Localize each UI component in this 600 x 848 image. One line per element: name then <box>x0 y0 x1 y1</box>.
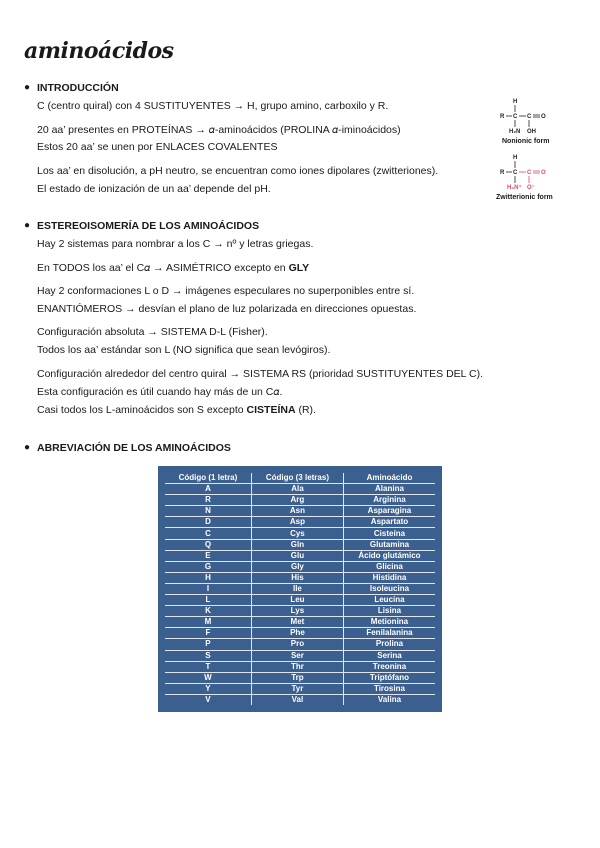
three-letter-code-cell: Leu <box>251 595 343 606</box>
text-run: (R). <box>295 404 316 416</box>
one-letter-code-cell: F <box>162 628 252 639</box>
three-letter-code-cell: Val <box>251 694 343 708</box>
amino-acid-name-cell: Prolina <box>343 639 438 650</box>
three-letter-code-cell: Arg <box>251 495 343 506</box>
nonionic-structure-diagram <box>498 96 556 138</box>
svg-text:R: R <box>500 170 505 176</box>
svg-text:H: H <box>513 155 518 161</box>
amino-acid-name-cell: Valina <box>343 694 438 708</box>
one-letter-code-cell: L <box>162 595 252 606</box>
svg-text:OH: OH <box>527 129 536 135</box>
amino-acid-name-cell: Serina <box>343 650 438 661</box>
svg-text:C: C <box>527 170 532 176</box>
table-row <box>162 484 439 495</box>
one-letter-code-cell: E <box>162 550 252 561</box>
table-row <box>162 683 439 694</box>
three-letter-code-cell: Ala <box>251 484 343 495</box>
one-letter-code-cell: Y <box>162 683 252 694</box>
one-letter-code-cell: D <box>162 517 252 528</box>
svg-text:R: R <box>500 114 505 120</box>
table-row <box>162 650 439 661</box>
text-line: C (centro quiral) con 4 SUSTITUYENTES → H, grupo amino, carboxilo y R. <box>37 100 389 112</box>
svg-text:O⁻: O⁻ <box>527 185 535 191</box>
svg-text:H: H <box>513 99 518 105</box>
svg-text:O: O <box>541 114 546 120</box>
three-letter-code-cell: Ile <box>251 583 343 594</box>
text-run: Casi todos los L-aminoácidos son S excepto <box>37 404 247 416</box>
svg-text:C: C <box>513 114 518 120</box>
amino-acid-name-cell: Alanina <box>343 484 438 495</box>
table-row <box>162 639 439 650</box>
one-letter-code-cell: G <box>162 561 252 572</box>
page-title: aminoácidos <box>24 38 174 64</box>
amino-acid-name-cell: Asparagina <box>343 506 438 517</box>
table-row <box>162 517 439 528</box>
column-header: Código (1 letra) <box>162 470 252 484</box>
amino-acid-name-cell: Glutamina <box>343 539 438 550</box>
text-line: ENANTIÓMEROS → desvían el plano de luz polarizada en direcciones opuestas. <box>37 303 417 315</box>
text-line: Los aa’ en disolución, a pH neutro, se encuentran como iones dipolares (zwitteriones). <box>37 165 439 177</box>
one-letter-code-cell: A <box>162 484 252 495</box>
svg-text:H₂N: H₂N <box>509 129 521 135</box>
one-letter-code-cell: H <box>162 572 252 583</box>
column-header: Aminoácido <box>343 470 438 484</box>
three-letter-code-cell: His <box>251 572 343 583</box>
amino-acid-name-cell: Histidina <box>343 572 438 583</box>
section-heading: ESTEREOISOMERÍA DE LOS AMINOÁCIDOS <box>37 220 260 232</box>
table-row <box>162 550 439 561</box>
three-letter-code-cell: Met <box>251 617 343 628</box>
nonionic-caption: Nonionic form <box>502 138 550 145</box>
text-line <box>37 262 309 275</box>
one-letter-code-cell: C <box>162 528 252 539</box>
table-row <box>162 694 439 708</box>
amino-acid-name-cell: Ácido glutámico <box>343 550 438 561</box>
three-letter-code-cell: Phe <box>251 628 343 639</box>
amino-acid-name-cell: Treonina <box>343 661 438 672</box>
bullet: ● <box>24 220 31 231</box>
three-letter-code-cell: Ser <box>251 650 343 661</box>
one-letter-code-cell: S <box>162 650 252 661</box>
svg-text:O: O <box>541 170 546 176</box>
text-line: Todos los aa’ estándar son L (NO significa que sean levógiros). <box>37 344 331 356</box>
svg-text:C: C <box>513 170 518 176</box>
one-letter-code-cell: T <box>162 661 252 672</box>
bullet: ● <box>24 442 31 453</box>
table-row <box>162 672 439 683</box>
three-letter-code-cell: Gln <box>251 539 343 550</box>
three-letter-code-cell: Asn <box>251 506 343 517</box>
one-letter-code-cell: P <box>162 639 252 650</box>
three-letter-code-cell: Cys <box>251 528 343 539</box>
zwitterionic-caption: Zwitterionic form <box>496 194 553 201</box>
table-row <box>162 606 439 617</box>
table-row <box>162 539 439 550</box>
zwitterionic-structure-diagram <box>498 152 556 194</box>
three-letter-code-cell: Pro <box>251 639 343 650</box>
one-letter-code-cell: N <box>162 506 252 517</box>
text-line: Hay 2 sistemas para nombrar a los C → nº y letras griegas. <box>37 238 314 250</box>
table-row <box>162 495 439 506</box>
table-header-row <box>162 470 439 484</box>
table-row <box>162 595 439 606</box>
three-letter-code-cell: Tyr <box>251 683 343 694</box>
text-line: Configuración absoluta → SISTEMA D-L (Fisher). <box>37 326 268 338</box>
table-row <box>162 561 439 572</box>
amino-acid-name-cell: Lisina <box>343 606 438 617</box>
table-row <box>162 617 439 628</box>
table-row <box>162 506 439 517</box>
column-header: Código (3 letras) <box>251 470 343 484</box>
amino-acid-name-cell: Arginina <box>343 495 438 506</box>
amino-acid-name-cell: Triptófano <box>343 672 438 683</box>
table-row <box>162 572 439 583</box>
bold-term: CISTEÍNA <box>246 404 296 416</box>
three-letter-code-cell: Glu <box>251 550 343 561</box>
three-letter-code-cell: Thr <box>251 661 343 672</box>
table-body <box>162 484 439 709</box>
text-line <box>37 404 316 416</box>
svg-text:C: C <box>527 114 532 120</box>
bullet: ● <box>24 82 31 93</box>
amino-acid-name-cell: Leucina <box>343 595 438 606</box>
amino-acid-name-cell: Aspartato <box>343 517 438 528</box>
one-letter-code-cell: V <box>162 694 252 708</box>
three-letter-code-cell: Trp <box>251 672 343 683</box>
svg-text:H₃N⁺: H₃N⁺ <box>507 185 522 191</box>
table-row <box>162 583 439 594</box>
text-line: El estado de ionización de un aa’ depende del pH. <box>37 183 271 195</box>
text-line: Esta configuración es útil cuando hay más de un C𝛼. <box>37 386 283 398</box>
three-letter-code-cell: Lys <box>251 606 343 617</box>
amino-acid-table <box>158 466 442 712</box>
amino-acid-name-cell: Isoleucina <box>343 583 438 594</box>
three-letter-code-cell: Gly <box>251 561 343 572</box>
table-row <box>162 528 439 539</box>
amino-acid-name-cell: Fenilalanina <box>343 628 438 639</box>
one-letter-code-cell: M <box>162 617 252 628</box>
text-line: Estos 20 aa’ se unen por ENLACES COVALENTES <box>37 141 278 153</box>
section-heading: INTRODUCCIÓN <box>37 82 119 94</box>
text-run: En TODOS los aa’ el C𝛼 → ASIMÉTRICO excepto en <box>37 262 289 274</box>
one-letter-code-cell: R <box>162 495 252 506</box>
one-letter-code-cell: Q <box>162 539 252 550</box>
text-line: Configuración alrededor del centro quiral → SISTEMA RS (prioridad SUSTITUYENTES DEL C). <box>37 368 484 380</box>
text-line: 20 aa’ presentes en PROTEÍNAS → 𝛼-aminoácidos (PROLINA 𝛼-iminoácidos) <box>37 124 401 136</box>
one-letter-code-cell: I <box>162 583 252 594</box>
three-letter-code-cell: Asp <box>251 517 343 528</box>
section-heading: ABREVIACIÓN DE LOS AMINOÁCIDOS <box>37 442 231 454</box>
text-line: Hay 2 conformaciones L o D → imágenes especulares no superponibles entre sí. <box>37 285 415 297</box>
amino-acid-name-cell: Glicina <box>343 561 438 572</box>
bold-term: GLY <box>288 262 310 274</box>
amino-acid-name-cell: Metionina <box>343 617 438 628</box>
table-row <box>162 628 439 639</box>
one-letter-code-cell: K <box>162 606 252 617</box>
one-letter-code-cell: W <box>162 672 252 683</box>
amino-acid-name-cell: Tirosina <box>343 683 438 694</box>
table-row <box>162 661 439 672</box>
amino-acid-name-cell: Cisteína <box>343 528 438 539</box>
